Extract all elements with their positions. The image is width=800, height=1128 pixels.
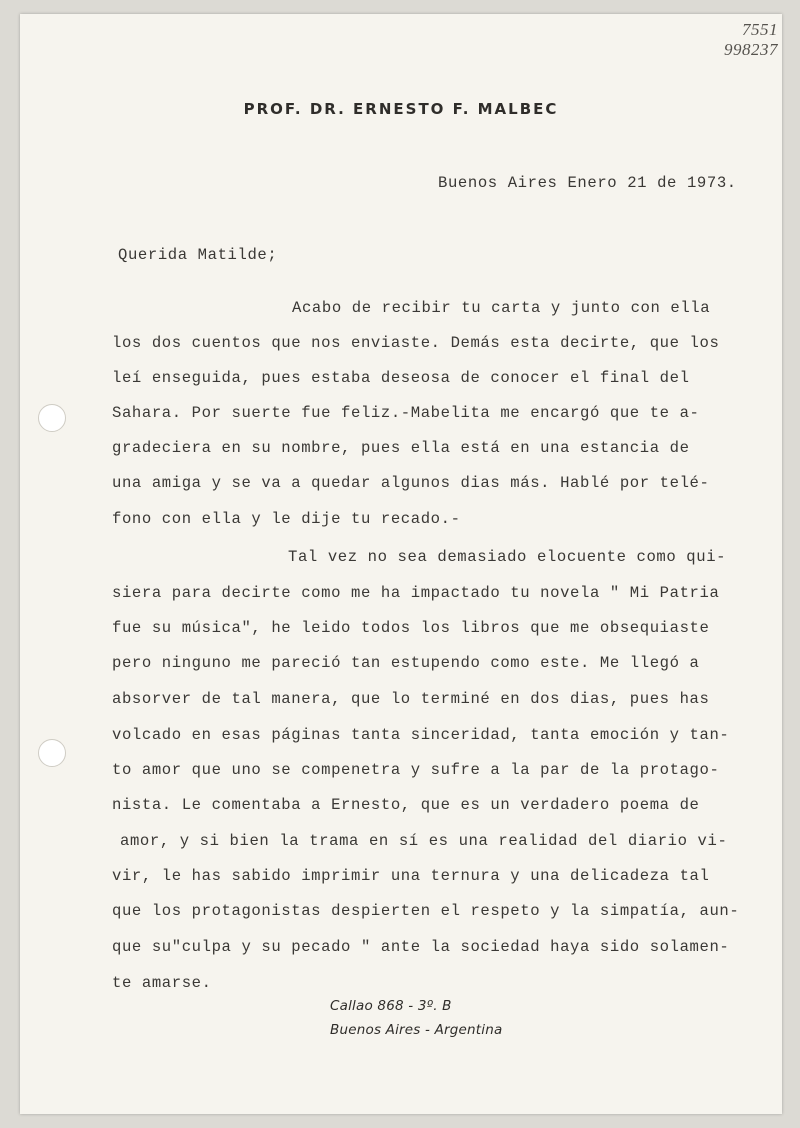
letter-page [20,14,782,1114]
body-line: fono con ella y le dije tu recado.- [112,510,461,528]
body-line: una amiga y se va a quedar algunos dias más. Hablé por telé- [112,474,710,492]
body-line: que los protagonistas despierten el respeto y la simpatía, aun- [112,902,740,920]
body-line: nista. Le comentaba a Ernesto, que es un verdadero poema de [112,796,700,814]
body-line: leí enseguida, pues estaba deseosa de conocer el final del [112,369,690,387]
body-line: amor, y si bien la trama en sí es una realidad del diario vi- [120,832,728,850]
body-line: Sahara. Por suerte fue feliz.-Mabelita me encargó que te a- [112,404,700,422]
body-line: to amor que uno se compenetra y sufre a la par de la protago- [112,761,720,779]
body-line: te amarse. [112,974,212,992]
archive-mark-1: 7551 [742,20,778,39]
body-line: absorver de tal manera, que lo terminé en dos dias, pues has [112,690,710,708]
body-line: vir, le has sabido imprimir una ternura y una delicadeza tal [112,867,710,885]
body-line: siera para decirte como me ha impactado tu novela " Mi Patria [112,584,720,602]
body-line: los dos cuentos que nos enviaste. Demás esta decirte, que los [112,334,720,352]
body-line: Tal vez no sea demasiado elocuente como qui- [288,548,727,566]
address-street: Callao 868 - 3º. B [330,998,452,1014]
letterhead: PROF. DR. ERNESTO F. MALBEC [243,100,559,118]
body-line: que su"culpa y su pecado " ante la sociedad haya sido solamen- [112,938,730,956]
body-line: gradeciera en su nombre, pues ella está en una estancia de [112,439,690,457]
punch-hole-upper [38,404,66,432]
salutation: Querida Matilde; [118,246,278,264]
dateline: Buenos Aires Enero 21 de 1973. [438,174,737,192]
punch-hole-lower [38,739,66,767]
body-line: volcado en esas páginas tanta sinceridad, tanta emoción y tan- [112,726,730,744]
address-city: Buenos Aires - Argentina [330,1022,503,1038]
body-line: fue su música", he leido todos los libros que me obsequiaste [112,619,710,637]
body-line: pero ninguno me pareció tan estupendo como este. Me llegó a [112,654,700,672]
archive-marks [724,20,778,60]
archive-mark-2: 998237 [724,40,778,59]
body-line: Acabo de recibir tu carta y junto con ella [292,299,711,317]
